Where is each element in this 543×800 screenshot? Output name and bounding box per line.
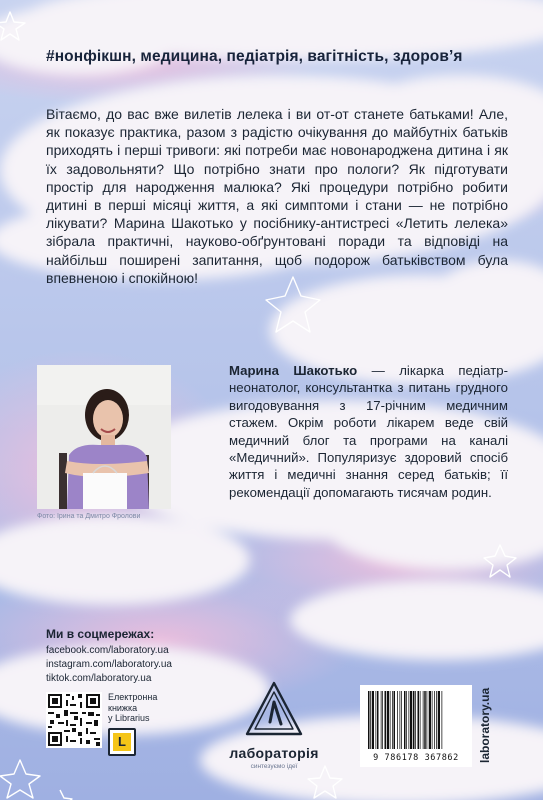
- publisher-name: лабораторія: [229, 745, 319, 761]
- barcode-bar: [434, 691, 435, 749]
- barcode-bar: [381, 691, 382, 749]
- barcode-bar: [406, 691, 407, 749]
- publisher-url-text: laboratory.ua: [478, 687, 492, 763]
- barcode-bar: [442, 691, 443, 749]
- barcode-bar: [372, 691, 374, 749]
- barcode-bar: [436, 691, 437, 749]
- barcode-bar: [368, 691, 370, 749]
- barcode-bar: [400, 691, 401, 749]
- barcode-bar: [429, 691, 431, 749]
- barcode-bar: [409, 691, 410, 749]
- social-link-tiktok[interactable]: tiktok.com/laboratory.ua: [46, 672, 152, 684]
- publisher-url[interactable]: [476, 685, 496, 767]
- social-link-facebook[interactable]: facebook.com/laboratory.ua: [46, 645, 169, 656]
- barcode-bar: [394, 691, 396, 749]
- ebook-block[interactable]: [108, 692, 168, 756]
- publisher-logo: [219, 680, 329, 776]
- barcode-bar: [423, 691, 424, 749]
- intro-text: [46, 105, 508, 287]
- barcode-bar: [420, 691, 421, 749]
- social-block: [46, 627, 172, 685]
- ebook-line3: у Librarius: [108, 713, 150, 723]
- social-link-instagram[interactable]: instagram.com/laboratory.ua: [46, 658, 172, 670]
- barcode-bar: [401, 691, 402, 749]
- publisher-triangle-icon: [244, 680, 304, 738]
- barcode-bar: [410, 691, 412, 749]
- barcode-bars: [360, 685, 472, 755]
- hashtags-line: #нонфікшн, медицина, педіатрія, вагітність, здоров’я: [46, 48, 463, 65]
- barcode-bar: [370, 691, 371, 749]
- qr-code[interactable]: [46, 692, 102, 748]
- barcode-bar: [415, 691, 416, 749]
- ebook-line1: Електронна: [108, 692, 158, 702]
- barcode-bar: [432, 691, 433, 749]
- barcode-bar: [404, 691, 406, 749]
- barcode-bar: [392, 691, 393, 749]
- author-photo: [37, 365, 171, 509]
- photo-credit: Фото: Ірина та Дмитро Фролови: [37, 513, 141, 520]
- intro-paragraph: Вітаємо, до вас вже вилетів лелека і ви от-от станете батьками! Але, як показує практика, разом з радістю очікування до майбутніх батьків приходять і перші тривоги: які потреби має новонароджена дитина і як їх задовольняти? Що потрібно знати про пологи? Як підготувати простір для народження малюка? Які процедури потрібно робити дитині в перші місяці життя, а які симптоми і стани — не потрібно лікувати? Марина Шакотько у посібнику-антистресі «Летить лелека» зібрала практичні, науково-обґрунтовані поради та відповіді на найбільш поширені запитання, щоб подорож батьківством була впевненою і спокійною!: [46, 106, 508, 286]
- barcode-bar: [376, 691, 377, 749]
- librarius-l-icon: L: [108, 728, 136, 756]
- author-bio-text: — лікарка педіатр-неонатолог, консультантка з питань грудного вигодовування з 17-річним медичним стажем. Окрім роботи лікарем веде свій медичний блог та програми на каналі «Медичний». Популяризує здоровий спосіб життя і медичні знання серед батьків; її рекомендації допомагають тисячам родин.: [229, 363, 508, 500]
- social-title: Ми в соцмережах:: [46, 627, 155, 641]
- author-name: Марина Шакотько: [229, 363, 358, 378]
- barcode-bar: [382, 691, 383, 749]
- publisher-tagline: синтезуємо ідеї: [250, 763, 298, 770]
- barcode-bar: [424, 691, 426, 749]
- author-bio: [229, 362, 508, 501]
- isbn-barcode: [360, 685, 472, 767]
- barcode-bar: [397, 691, 398, 749]
- barcode-bar: [377, 691, 379, 749]
- barcode-bar: [418, 691, 420, 749]
- barcode-number: 9 786178 367862: [373, 753, 459, 763]
- barcode-bar: [390, 691, 391, 749]
- barcode-bar: [427, 691, 428, 749]
- barcode-bar: [413, 691, 415, 749]
- barcode-bar: [438, 691, 440, 749]
- barcode-bar: [385, 691, 387, 749]
- ebook-line2: книжка: [108, 702, 138, 713]
- barcode-bar: [387, 691, 389, 749]
